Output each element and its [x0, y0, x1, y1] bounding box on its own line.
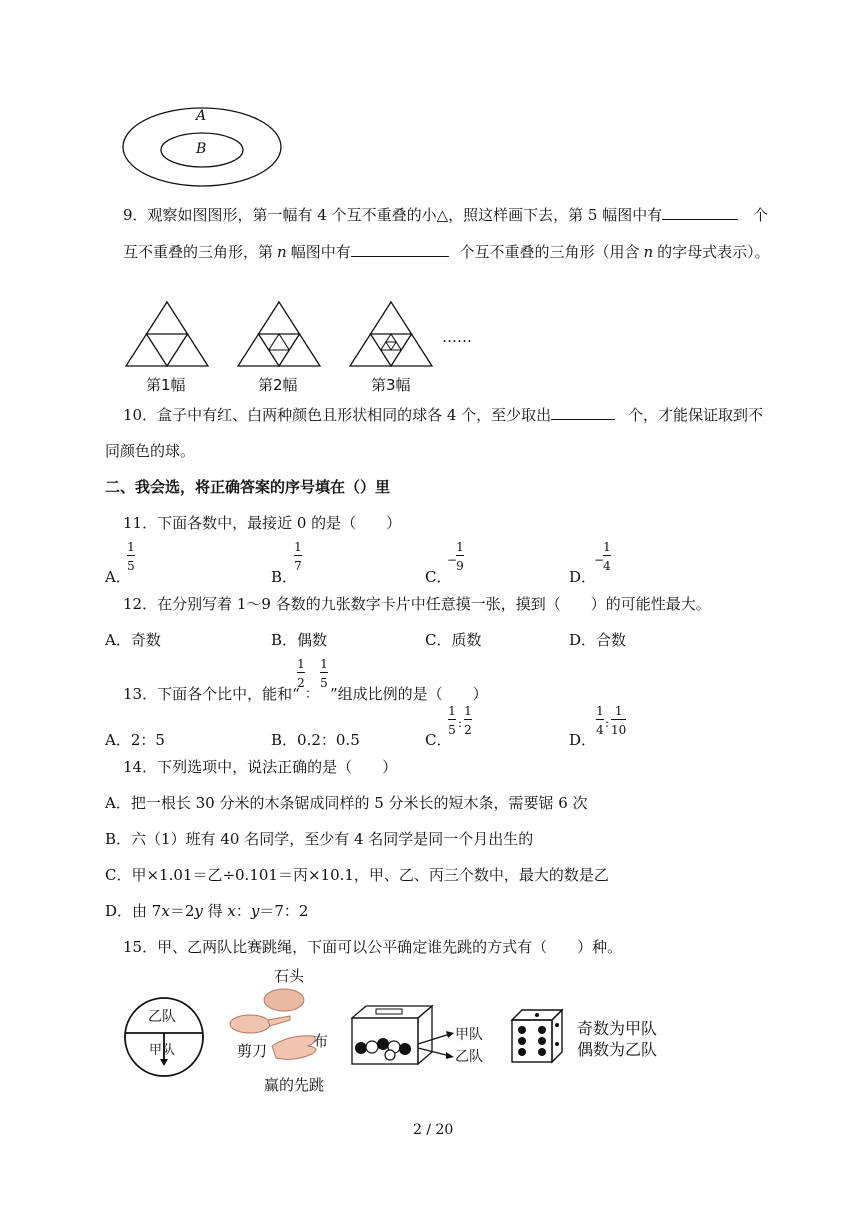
q13-stem-a: 13．下面各个比中，能和“ [123, 685, 300, 703]
q13-option-c[interactable]: C． [425, 731, 452, 749]
q13-option-d-frac-1: $\frac{1}{4}$ [596, 704, 604, 737]
q11-option-d-sign: − [594, 553, 605, 567]
q11-option-c[interactable]: C． [425, 568, 452, 586]
q14-option-b[interactable]: B．六（1）班有 40 名同学，至少有 4 名同学是同一个月出生的 [105, 830, 534, 848]
q13-option-d-colon: : [605, 716, 610, 730]
spinner-label-bottom: 甲队 [149, 1043, 176, 1058]
page-number: 2 / 20 [413, 1122, 454, 1138]
q12-option-a[interactable]: A．奇数 [105, 631, 161, 649]
q11-option-d[interactable]: D． [569, 568, 597, 586]
dice-rule-line-1: 奇数为甲队 [577, 1019, 658, 1038]
q14-stem: 14．下列选项中，说法正确的是（ ） [123, 758, 398, 776]
rps-paper-label: 布 [313, 1032, 329, 1050]
triangle-ellipsis: …… [442, 328, 472, 346]
triangle-figure-2 [236, 300, 322, 368]
q12-option-c[interactable]: C．质数 [425, 631, 482, 649]
q15-stem: 15．甲、乙两队比赛跳绳，下面可以公平确定谁先跳的方式有（ ）种。 [123, 938, 623, 956]
q13-option-c-frac-2: $\frac{1}{2}$ [464, 704, 472, 737]
q11-option-d-fraction: $\frac{1}{4}$ [603, 540, 611, 573]
fig-label-2: 第2幅 [258, 376, 298, 394]
q13-option-b[interactable]: B．0.2：0.5 [271, 731, 360, 749]
dice-rule-line-2: 偶数为乙队 [577, 1040, 658, 1059]
venn-label-a: A [196, 108, 207, 124]
box-out-label-1: 甲队 [455, 1027, 483, 1043]
q13-ratio-left: $\frac{1}{2}$ [297, 657, 305, 690]
q10-line2: 同颜色的球。 [105, 442, 196, 460]
q9-blank-1[interactable] [662, 205, 738, 220]
dice-figure [510, 1008, 572, 1064]
q10-line1: 10．盒子中有红、白两种颜色且形状相同的球各 4 个，至少取出 个，才能保证取到不 [123, 406, 763, 424]
q14-option-c[interactable]: C．甲×1.01＝乙÷0.101＝丙×10.1，甲、乙、丙三个数中，最大的数是乙 [105, 866, 609, 884]
q11-option-b-fraction: $\frac{1}{7}$ [294, 540, 302, 573]
q9-line1: 9．观察如图图形，第一幅有 4 个互不重叠的小△，照这样画下去，第 5 幅图中有 个 [123, 206, 769, 224]
q12-option-d[interactable]: D．合数 [569, 631, 627, 649]
q13-option-c-frac-1: $\frac{1}{5}$ [448, 704, 456, 737]
q13-option-a[interactable]: A．2：5 [105, 731, 165, 749]
fig-label-1: 第1幅 [146, 376, 186, 394]
triangle-figure-3 [348, 300, 434, 368]
rps-rock-label: 石头 [274, 967, 305, 985]
triangle-figure-1 [124, 300, 210, 368]
section-2-title: 二、我会选，将正确答案的序号填在（）里 [105, 478, 391, 496]
q11-option-c-sign: − [447, 553, 458, 567]
box-out-label-2: 乙队 [455, 1049, 483, 1065]
q13-option-d-frac-2: $\frac{1}{10}$ [611, 704, 627, 737]
q13-option-c-colon: : [458, 716, 463, 730]
q12-option-b[interactable]: B．偶数 [271, 631, 328, 649]
q13-stem-b: ”组成比例的是（ ） [330, 685, 488, 703]
spinner-label-top: 乙队 [148, 1009, 176, 1025]
ball-box-figure [350, 1004, 460, 1066]
q14-option-d[interactable]: D．由 7x＝2y 得 x：y＝7：2 [105, 902, 309, 920]
q11-option-c-fraction: $\frac{1}{9}$ [456, 540, 464, 573]
q10-blank[interactable] [551, 405, 615, 420]
rps-scissors-label: 剪刀 [237, 1042, 268, 1060]
rps-caption: 赢的先跳 [264, 1076, 325, 1094]
q13-ratio-sep: ： [305, 687, 319, 702]
q9-blank-2[interactable] [351, 242, 449, 257]
q11-option-a[interactable]: A． [105, 568, 131, 586]
fig-label-3: 第3幅 [371, 376, 411, 394]
q13-option-d[interactable]: D． [569, 731, 597, 749]
venn-label-b: B [196, 141, 207, 157]
q14-option-a[interactable]: A．把一根长 30 分米的木条锯成同样的 5 分米长的短木条，需要锯 6 次 [105, 794, 588, 812]
q13-ratio-right: $\frac{1}{5}$ [320, 657, 328, 690]
q9-line2: 互不重叠的三角形，第 n 幅图中有 个互不重叠的三角形（用含 n 的字母式表示）。 [123, 243, 770, 261]
q11-option-b[interactable]: B． [271, 568, 298, 586]
q11-option-a-fraction: $\frac{1}{5}$ [127, 540, 135, 573]
q11-stem: 11．下面各数中，最接近 0 的是（ ） [123, 514, 402, 532]
q12-stem: 12．在分别写着 1～9 各数的九张数字卡片中任意摸一张，摸到（ ）的可能性最大。 [123, 595, 711, 613]
